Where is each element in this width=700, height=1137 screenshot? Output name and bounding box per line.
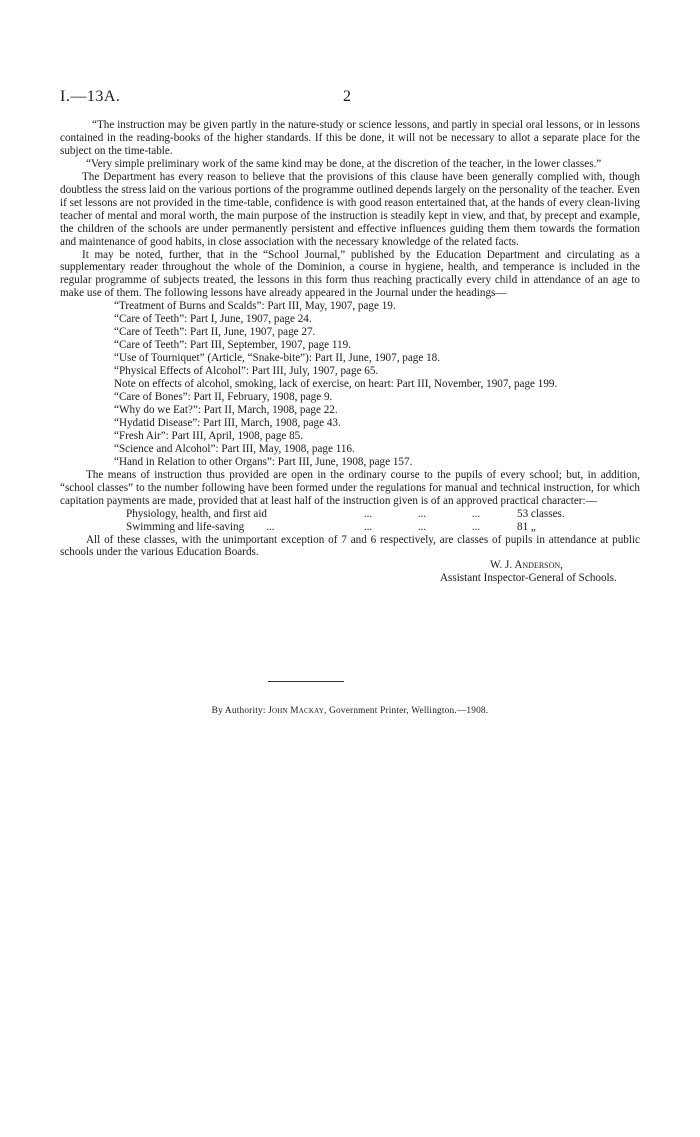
divider	[268, 681, 344, 682]
page-header	[60, 88, 640, 108]
class-count: 81 „	[517, 520, 536, 533]
list-item: “Treatment of Burns and Scalds”: Part III, May, 1907, page 19.	[114, 300, 396, 313]
list-item: “Use of Tourniquet” (Article, “Snake-bite”): Part II, June, 1907, page 18.	[114, 352, 441, 365]
classes-table	[126, 508, 596, 534]
list-item: Note on effects of alcohol, smoking, lack of exercise, on heart: Part III, November, 1907, page 199.	[114, 378, 558, 391]
leader-dots: ...	[266, 520, 275, 533]
class-subject	[126, 521, 341, 534]
paragraph-preliminary-work: “Very simple preliminary work of the same kind may be done, at the discretion of the teacher, in the lower classes.”	[86, 157, 602, 170]
signature-block	[440, 559, 640, 585]
leader-dots: ...	[417, 507, 427, 520]
class-subject: Physiology, health, and first aid	[126, 507, 267, 520]
leader-dots: ...	[471, 520, 481, 533]
list-item: “Care of Bones”: Part II, February, 1908, page 9.	[114, 391, 333, 404]
paragraph-department: The Department has every reason to believe that the provisions of this clause have been generally complied with, though doubtless the stress laid on the various portions of the programme outlined depends largely on the personality of the teacher. Even if set lessons are not provided in the time-table, confidence is with good reason entertained that, at the hands of every clean-living teacher of mental and moral worth, the main purpose of the instruction is steadily kept in view, and that, by precept and example, the children of the schools are under permanently persistent and effective influences guiding them them towards the formation and maintenance of good habits, in close association with the necessary knowledge of the related facts.	[60, 170, 640, 248]
imprint-prefix: By Authority:	[211, 706, 269, 716]
leader-dots: ...	[471, 507, 481, 520]
list-item: “Science and Alcohol”: Part III, May, 1908, page 116.	[114, 442, 355, 455]
paragraph-classes-note: All of these classes, with the unimportant exception of 7 and 6 respectively, are classes of pupils in attendance at public schools under the various Education Boards.	[60, 533, 640, 559]
paragraph-means-of-instruction: The means of instruction thus provided are open in the ordinary course to the pupils of every school; but, in addition, “school classes” to the number following have been formed under the regulations for manual and technical instruction, for which capitation payments are made, provided that at least half of the instruction given is of an approved practical character:—	[60, 468, 640, 507]
body-text	[60, 119, 640, 585]
leader-dots: ...	[417, 520, 427, 533]
page-number: 2	[343, 88, 351, 105]
journal-headings-list	[60, 300, 640, 468]
imprint-suffix: , Government Printer, Wellington.—1908.	[324, 706, 489, 716]
class-count: 53 classes.	[517, 507, 565, 520]
leader-dots: ...	[363, 520, 373, 533]
table-row	[126, 521, 596, 534]
printer-imprint	[0, 706, 700, 716]
signatory-name: W. J. Anderson,	[490, 559, 563, 572]
class-subject-text: Swimming and life-saving	[126, 520, 245, 533]
paragraph-instruction: “The instruction may be given partly in the nature-study or science lessons, and partly in special oral lessons, or in lessons contained in the reading-books of the higher standards. If this be done, it will not be necessary to allot a separate place for the subject on the time-table.	[60, 119, 640, 157]
list-item: “Why do we Eat?”: Part II, March, 1908, page 22.	[114, 403, 338, 416]
list-item: “Care of Teeth”: Part III, September, 1907, page 119.	[114, 339, 351, 352]
list-item: “Care of Teeth”: Part I, June, 1907, page 24.	[114, 313, 312, 326]
table-row	[126, 508, 596, 521]
document-reference: I.—13A.	[60, 88, 121, 105]
paragraph-school-journal: It may be noted, further, that in the “School Journal,” published by the Education Department and circulating as a supplementary reader throughout the whole of the Dominion, a course in hygiene, health, and temperance is included in the regular programme of subjects treated, the lessons in this form thus reaching practically every child in attendance of an age to make use of them. The following lessons have already appeared in the Journal under the headings—	[60, 248, 640, 300]
list-item: “Hydatid Disease”: Part III, March, 1908, page 43.	[114, 416, 341, 429]
signatory-title: Assistant Inspector-General of Schools.	[440, 572, 617, 585]
list-item: “Care of Teeth”: Part II, June, 1907, page 27.	[114, 326, 316, 339]
leader-dots: ...	[363, 507, 373, 520]
list-item: “Fresh Air”: Part III, April, 1908, page 85.	[114, 429, 304, 442]
list-item: “Hand in Relation to other Organs”: Part III, June, 1908, page 157.	[114, 455, 413, 468]
printer-name: John Mackay	[268, 706, 325, 716]
list-item: “Physical Effects of Alcohol”: Part III, July, 1907, page 65.	[114, 365, 379, 378]
